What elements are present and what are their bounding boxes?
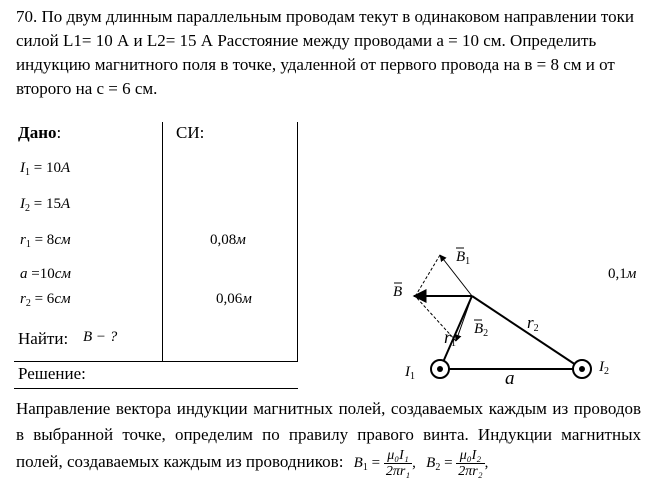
solution-label: Решение:: [18, 364, 86, 383]
solution-divider: [14, 388, 298, 389]
label-r2: $r_2$: [527, 313, 539, 334]
given-row-i2: $I_2 = 15A$: [20, 196, 71, 214]
given-header-text: Дано: [18, 123, 57, 142]
given-row-a: a =10см: [20, 266, 71, 282]
si-right-border: [297, 122, 298, 362]
solution-paragraph: Направление вектора индукции магнитных полей, создаваемых каждым из проводов в выбранной точке, определим по правилу правого винта. Индукции магнитных полей, создаваемых каждым из проводников:: [16, 399, 641, 471]
formula-b1: $B_1$ = $\frac{\text{μ₀I₁}}{\text{2πr₁}}$ ,: [353, 448, 416, 479]
label-r1: $r_1$: [444, 327, 457, 349]
given-header: [18, 123, 61, 143]
given-header-colon: :: [56, 123, 62, 142]
find-value: B − ?: [83, 329, 118, 345]
si-header: СИ:: [176, 123, 205, 142]
given-row-r1: $r_1 = 8см$: [20, 232, 71, 250]
given-row-i1: $I_1 = 10A$: [20, 160, 71, 178]
vector-b2: [456, 296, 472, 341]
formula-b2: $B_2$ = $\frac{\text{μ₀I₂}}{\text{2πr₂}}$ ,: [426, 448, 489, 479]
solution-text: [16, 396, 641, 481]
label-i1: $I_1$: [405, 364, 415, 382]
si-value-r1: 0,08м: [210, 232, 246, 248]
label-a: a: [505, 368, 515, 389]
wire-2-dot: [579, 366, 585, 372]
label-i2: $I_2$: [599, 359, 609, 377]
si-value-r2: 0,06м: [216, 291, 252, 307]
find-divider: [14, 361, 298, 362]
label-b: B: [393, 284, 403, 300]
wire-1-dot: [437, 366, 443, 372]
given-si-divider: [162, 122, 163, 362]
si-value-a: 0,1м: [608, 266, 637, 282]
given-row-r2: $r_2 = 6см$: [20, 291, 71, 309]
label-b1: $B_1$: [456, 249, 471, 267]
problem-statement: 70. По двум длинным параллельным проводам текут в одинаковом направлении токи силой L1= 10 А и L2= 15 А Расстояние между проводами а = 10 см. Определить индукцию магнитного поля в точке, удаленной от первого провода на в = 8 см и от второго на с = 6 см.: [16, 7, 634, 98]
label-b2: $B_2$: [474, 321, 489, 339]
find-label: Найти:: [18, 329, 69, 348]
dashed-side-1: [416, 255, 440, 295]
